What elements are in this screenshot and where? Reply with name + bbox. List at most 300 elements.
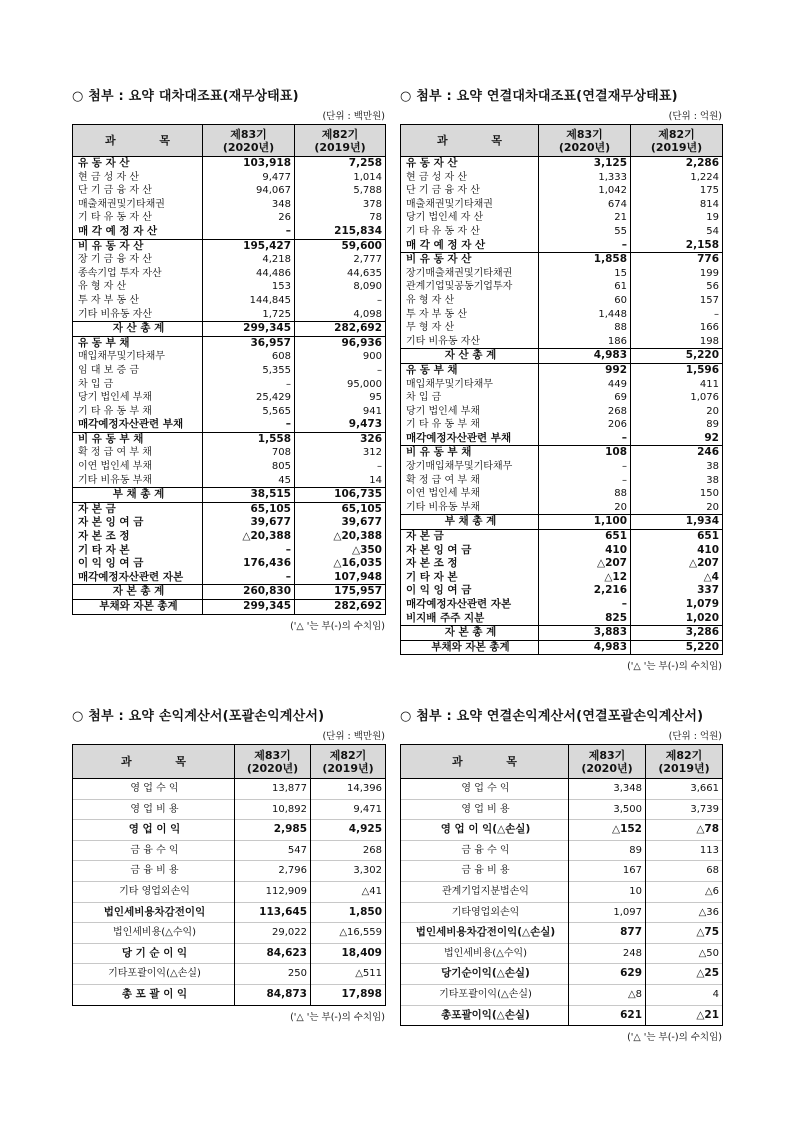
row-label: 금 융 비 용 — [73, 861, 235, 882]
table-row — [401, 198, 723, 212]
value-2019: △21 — [646, 1005, 723, 1026]
value-2020: 248 — [569, 943, 646, 964]
value-2019: 107,948 — [295, 571, 386, 585]
consolidated-balance-sheet-unit: (단위 : 억원) — [668, 111, 722, 122]
value-2019: 89 — [631, 418, 723, 432]
row-label: 기 타 유 동 부 채 — [73, 405, 203, 419]
row-label: 매 각 예 정 자 산 — [401, 239, 539, 253]
row-label: 기타영업외손익 — [401, 902, 569, 923]
value-2020: 250 — [235, 964, 311, 985]
value-2020: 21 — [539, 211, 631, 225]
header-period-82: 제82기 (2019년) — [295, 125, 386, 157]
value-2019: 199 — [631, 267, 723, 281]
value-2019: 1,076 — [631, 391, 723, 405]
table-row — [401, 474, 723, 488]
value-2020: 708 — [203, 446, 295, 460]
value-2019: △20,388 — [295, 530, 386, 544]
row-label: 총포괄이익(△손실) — [401, 1005, 569, 1026]
balance-sheet-table — [72, 124, 386, 615]
row-label: 임 대 보 증 금 — [73, 364, 203, 378]
value-2020: 877 — [569, 923, 646, 944]
value-2019: 113 — [646, 840, 723, 861]
value-2019: △6 — [646, 881, 723, 902]
table-row — [401, 544, 723, 558]
row-label: 차 입 금 — [401, 391, 539, 405]
header-period-83: 제83기 (2020년) — [539, 125, 631, 157]
value-2019: 3,286 — [631, 626, 723, 641]
table-row — [73, 418, 386, 432]
value-2019: – — [295, 460, 386, 474]
table-row — [73, 378, 386, 392]
value-2019: △25 — [646, 964, 723, 985]
income-statement-unit: (단위 : 백만원) — [322, 731, 385, 742]
table-row — [401, 225, 723, 239]
table-row — [73, 820, 386, 841]
table-row — [401, 308, 723, 322]
balance-sheet-unit: (단위 : 백만원) — [322, 111, 385, 122]
value-2020: 36,957 — [203, 336, 295, 350]
value-2019: 95 — [295, 391, 386, 405]
table-row — [73, 322, 386, 337]
row-label: 부 채 총 계 — [401, 515, 539, 530]
row-label: 당기 법인세 부채 — [401, 405, 539, 419]
value-2020: 206 — [539, 418, 631, 432]
table-row — [73, 432, 386, 446]
row-label: 장기매출채권및기타채권 — [401, 267, 539, 281]
value-2020: 38,515 — [203, 488, 295, 503]
row-label: 자 본 잉 여 금 — [401, 544, 539, 558]
value-2019: △78 — [646, 820, 723, 841]
value-2020: 3,500 — [569, 799, 646, 820]
value-2019: △16,559 — [311, 923, 386, 944]
row-label: 기타 영업외손익 — [73, 881, 235, 902]
table-row — [401, 280, 723, 294]
table-row — [401, 267, 723, 281]
table-row — [401, 840, 723, 861]
row-label: 차 입 금 — [73, 378, 203, 392]
table-row — [401, 253, 723, 267]
table-row — [73, 308, 386, 322]
value-2019: 326 — [295, 432, 386, 446]
value-2019: △36 — [646, 902, 723, 923]
table-row — [73, 861, 386, 882]
value-2019: 9,471 — [311, 799, 386, 820]
table-row — [73, 391, 386, 405]
value-2019: 9,473 — [295, 418, 386, 432]
row-label: 매출채권및기타채권 — [73, 198, 203, 212]
value-2020: – — [539, 239, 631, 253]
table-row — [401, 157, 723, 171]
value-2020: 4,983 — [539, 349, 631, 364]
value-2020: 805 — [203, 460, 295, 474]
value-2019: 282,692 — [295, 600, 386, 615]
value-2019: 1,014 — [295, 171, 386, 185]
row-label: 유 동 자 산 — [401, 157, 539, 171]
value-2019: 1,596 — [631, 363, 723, 377]
value-2019: 20 — [631, 405, 723, 419]
table-row — [73, 779, 386, 800]
value-2020: 25,429 — [203, 391, 295, 405]
value-2019: 44,635 — [295, 267, 386, 281]
table-row — [401, 446, 723, 460]
row-label: 금 융 수 익 — [401, 840, 569, 861]
consolidated-balance-sheet-title: ○ 첨부 : 요약 연결대차대조표(연결재무상태표) — [400, 89, 678, 104]
row-label: 당기 법인세 부채 — [73, 391, 203, 405]
table-row — [73, 943, 386, 964]
row-label: 당기 법인세 자 산 — [401, 211, 539, 225]
value-2020: 69 — [539, 391, 631, 405]
value-2019: 941 — [295, 405, 386, 419]
consolidated-income-statement-table — [400, 744, 723, 1026]
table-row — [73, 571, 386, 585]
value-2019: △16,035 — [295, 557, 386, 571]
table-row — [73, 840, 386, 861]
row-label: 유 동 부 채 — [73, 336, 203, 350]
row-label: 이연 법인세 부채 — [73, 460, 203, 474]
value-2020: 29,022 — [235, 923, 311, 944]
consolidated-balance-sheet-table — [400, 124, 723, 655]
row-label: 기타포괄이익(△손실) — [401, 984, 569, 1005]
value-2020: – — [539, 598, 631, 612]
consolidated-balance-sheet-body — [401, 157, 723, 655]
header-period-83: 제83기 (2020년) — [203, 125, 295, 157]
value-2019: 5,788 — [295, 184, 386, 198]
balance-sheet-body — [73, 157, 386, 615]
value-2019: 18,409 — [311, 943, 386, 964]
value-2020: 268 — [539, 405, 631, 419]
value-2020: 55 — [539, 225, 631, 239]
row-label: 금 융 비 용 — [401, 861, 569, 882]
value-2019: 39,677 — [295, 516, 386, 530]
row-label: 매각예정자산관련 자본 — [401, 598, 539, 612]
value-2020: 2,985 — [235, 820, 311, 841]
value-2019: 814 — [631, 198, 723, 212]
value-2019: 3,302 — [311, 861, 386, 882]
value-2019: 1,020 — [631, 612, 723, 626]
value-2020: 5,355 — [203, 364, 295, 378]
table-row — [401, 598, 723, 612]
table-row — [401, 640, 723, 655]
value-2020: 260,830 — [203, 585, 295, 600]
row-label: 유 동 자 산 — [73, 157, 203, 171]
row-label: 장기매입채무및기타채무 — [401, 460, 539, 474]
row-label: 영 업 이 익(△손실) — [401, 820, 569, 841]
value-2019: 7,258 — [295, 157, 386, 171]
value-2020: 3,125 — [539, 157, 631, 171]
row-label: 이 익 잉 여 금 — [401, 584, 539, 598]
value-2020: 674 — [539, 198, 631, 212]
row-label: 단 기 금 융 자 산 — [401, 184, 539, 198]
value-2019: 1,079 — [631, 598, 723, 612]
header-period-82: 제82기 (2019년) — [311, 745, 386, 779]
value-2019: 14 — [295, 474, 386, 488]
value-2019: 2,158 — [631, 239, 723, 253]
table-row — [73, 902, 386, 923]
value-2019: 5,220 — [631, 640, 723, 655]
value-2019: 651 — [631, 530, 723, 544]
row-label: 자 산 총 계 — [401, 349, 539, 364]
row-label: 매 각 예 정 자 산 — [73, 225, 203, 239]
table-row — [73, 474, 386, 488]
value-2019: 1,934 — [631, 515, 723, 530]
table-row — [73, 799, 386, 820]
row-label: 현 금 성 자 산 — [73, 171, 203, 185]
value-2019: 411 — [631, 378, 723, 392]
table-row — [401, 335, 723, 349]
table-row — [401, 378, 723, 392]
value-2020: △8 — [569, 984, 646, 1005]
table-row — [401, 984, 723, 1005]
table-row — [401, 184, 723, 198]
row-label: 기 타 유 동 자 산 — [401, 225, 539, 239]
row-label: 비 유 동 부 채 — [73, 432, 203, 446]
row-label: 무 형 자 산 — [401, 321, 539, 335]
table-row — [401, 820, 723, 841]
table-row — [73, 336, 386, 350]
table-row — [401, 501, 723, 515]
consolidated-income-statement-panel — [400, 708, 722, 1043]
row-label: 매입채무및기타채무 — [73, 350, 203, 364]
table-row — [73, 184, 386, 198]
value-2019: – — [631, 308, 723, 322]
value-2020: 1,097 — [569, 902, 646, 923]
table-row — [401, 779, 723, 800]
row-label: 비 유 동 자 산 — [73, 239, 203, 253]
table-row — [401, 1005, 723, 1026]
row-label: 유 동 부 채 — [401, 363, 539, 377]
value-2019: – — [295, 294, 386, 308]
value-2019: 8,090 — [295, 280, 386, 294]
row-label: 기타 비유동 부채 — [401, 501, 539, 515]
row-label: 기 타 유 동 부 채 — [401, 418, 539, 432]
value-2020: 112,909 — [235, 881, 311, 902]
value-2020: 4,218 — [203, 253, 295, 267]
value-2019: 78 — [295, 211, 386, 225]
table-row — [401, 571, 723, 585]
table-row — [73, 488, 386, 503]
value-2019: △41 — [311, 881, 386, 902]
table-row — [73, 350, 386, 364]
value-2019: 900 — [295, 350, 386, 364]
table-row — [73, 211, 386, 225]
row-label: 투 자 부 동 산 — [401, 308, 539, 322]
row-label: 이 익 잉 여 금 — [73, 557, 203, 571]
table-row — [401, 881, 723, 902]
header-period-83: 제83기 (2020년) — [235, 745, 311, 779]
row-label: 영 업 비 용 — [401, 799, 569, 820]
row-label: 기 타 유 동 자 산 — [73, 211, 203, 225]
value-2019: △207 — [631, 557, 723, 571]
value-2020: – — [203, 378, 295, 392]
value-2019: △75 — [646, 923, 723, 944]
value-2020: 186 — [539, 335, 631, 349]
consolidated-income-statement-body — [401, 779, 723, 1026]
value-2020: 1,725 — [203, 308, 295, 322]
row-label: 자 산 총 계 — [73, 322, 203, 337]
value-2020: – — [203, 544, 295, 558]
row-label: 자 본 금 — [73, 502, 203, 516]
value-2020: 89 — [569, 840, 646, 861]
table-row — [73, 157, 386, 171]
table-row — [401, 861, 723, 882]
row-label: 영 업 이 익 — [73, 820, 235, 841]
value-2019: 175,957 — [295, 585, 386, 600]
value-2020: 3,348 — [569, 779, 646, 800]
value-2019: 59,600 — [295, 239, 386, 253]
consolidated-income-statement-title: ○ 첨부 : 요약 연결손익계산서(연결포괄손익계산서) — [400, 709, 704, 724]
row-label: 부채와 자본 총계 — [401, 640, 539, 655]
row-label: 기 타 자 본 — [401, 571, 539, 585]
value-2019: △4 — [631, 571, 723, 585]
row-label: 기 타 자 본 — [73, 544, 203, 558]
value-2019: 312 — [295, 446, 386, 460]
value-2019: 282,692 — [295, 322, 386, 337]
table-row — [73, 198, 386, 212]
income-statement-body — [73, 779, 386, 1006]
table-row — [73, 923, 386, 944]
table-row — [73, 460, 386, 474]
table-row — [73, 280, 386, 294]
value-2020: – — [203, 418, 295, 432]
value-2019: 54 — [631, 225, 723, 239]
consolidated-balance-sheet-note: ('△ '는 부(-)의 수치임) — [627, 661, 722, 673]
value-2019: 198 — [631, 335, 723, 349]
header-period-82: 제82기 (2019년) — [646, 745, 723, 779]
table-row — [401, 584, 723, 598]
value-2020: 299,345 — [203, 600, 295, 615]
value-2019: 38 — [631, 460, 723, 474]
table-row — [401, 321, 723, 335]
row-label: 자 본 총 계 — [401, 626, 539, 641]
table-row — [401, 405, 723, 419]
table-row — [401, 239, 723, 253]
table-row — [73, 171, 386, 185]
table-row — [73, 446, 386, 460]
table-row — [401, 460, 723, 474]
value-2019: △50 — [646, 943, 723, 964]
table-row — [73, 600, 386, 615]
value-2020: 992 — [539, 363, 631, 377]
value-2019: 268 — [311, 840, 386, 861]
value-2020: △12 — [539, 571, 631, 585]
value-2020: 825 — [539, 612, 631, 626]
value-2020: 547 — [235, 840, 311, 861]
value-2020: 10 — [569, 881, 646, 902]
table-row — [73, 405, 386, 419]
row-label: 자 본 잉 여 금 — [73, 516, 203, 530]
table-row — [73, 881, 386, 902]
value-2019: 65,105 — [295, 502, 386, 516]
value-2020: 608 — [203, 350, 295, 364]
row-label: 당 기 순 이 익 — [73, 943, 235, 964]
value-2020: 651 — [539, 530, 631, 544]
value-2020: 61 — [539, 280, 631, 294]
value-2020: – — [539, 432, 631, 446]
value-2020: 1,858 — [539, 253, 631, 267]
header-period-82: 제82기 (2019년) — [631, 125, 723, 157]
row-label: 투 자 부 동 산 — [73, 294, 203, 308]
value-2020: 195,427 — [203, 239, 295, 253]
row-label: 기타 비유동 자산 — [401, 335, 539, 349]
row-label: 관계기업및공동기업투자 — [401, 280, 539, 294]
value-2019: 56 — [631, 280, 723, 294]
row-label: 비 유 동 자 산 — [401, 253, 539, 267]
value-2019: 106,735 — [295, 488, 386, 503]
table-row — [401, 432, 723, 446]
value-2019: △350 — [295, 544, 386, 558]
table-row — [401, 612, 723, 626]
value-2019: 38 — [631, 474, 723, 488]
value-2020: 9,477 — [203, 171, 295, 185]
balance-sheet-panel — [72, 88, 385, 632]
row-label: 매입채무및기타채무 — [401, 378, 539, 392]
value-2020: 113,645 — [235, 902, 311, 923]
row-label: 자 본 조 정 — [73, 530, 203, 544]
value-2019: 5,220 — [631, 349, 723, 364]
value-2019: 175 — [631, 184, 723, 198]
row-label: 부 채 총 계 — [73, 488, 203, 503]
value-2020: 65,105 — [203, 502, 295, 516]
value-2020: 2,216 — [539, 584, 631, 598]
table-row — [73, 964, 386, 985]
value-2020: 153 — [203, 280, 295, 294]
row-label: 기타 비유동 부채 — [73, 474, 203, 488]
row-label: 단 기 금 융 자 산 — [73, 184, 203, 198]
table-row — [401, 626, 723, 641]
row-label: 기타포괄이익(△손실) — [73, 964, 235, 985]
table-row — [401, 530, 723, 544]
row-label: 매각예정자산관련 자본 — [73, 571, 203, 585]
value-2019: 68 — [646, 861, 723, 882]
header-period-83: 제83기 (2020년) — [569, 745, 646, 779]
table-row — [401, 349, 723, 364]
row-label: 자 본 총 계 — [73, 585, 203, 600]
value-2020: 94,067 — [203, 184, 295, 198]
value-2020: 1,448 — [539, 308, 631, 322]
table-row — [401, 171, 723, 185]
table-row — [73, 516, 386, 530]
value-2020: 20 — [539, 501, 631, 515]
value-2020: 1,100 — [539, 515, 631, 530]
value-2019: 157 — [631, 294, 723, 308]
row-label: 비지배 주주 지분 — [401, 612, 539, 626]
table-row — [401, 418, 723, 432]
value-2020: 45 — [203, 474, 295, 488]
balance-sheet-title: ○ 첨부 : 요약 대차대조표(재무상태표) — [72, 89, 299, 104]
value-2019: 96,936 — [295, 336, 386, 350]
value-2020: △152 — [569, 820, 646, 841]
table-row — [401, 487, 723, 501]
row-label: 법인세비용차감전이익(△손실) — [401, 923, 569, 944]
value-2020: – — [539, 460, 631, 474]
value-2020: 348 — [203, 198, 295, 212]
value-2019: 215,834 — [295, 225, 386, 239]
table-row — [401, 964, 723, 985]
row-label: 법인세비용(△수익) — [401, 943, 569, 964]
value-2019: 410 — [631, 544, 723, 558]
row-label: 영 업 비 용 — [73, 799, 235, 820]
value-2020: 449 — [539, 378, 631, 392]
value-2019: 2,777 — [295, 253, 386, 267]
header-subject: 과 목 — [73, 745, 235, 779]
value-2019: 4,925 — [311, 820, 386, 841]
balance-sheet-note: ('△ '는 부(-)의 수치임) — [290, 620, 385, 632]
table-row — [401, 391, 723, 405]
value-2020: 629 — [569, 964, 646, 985]
table-row — [73, 225, 386, 239]
value-2019: 3,739 — [646, 799, 723, 820]
value-2020: 39,677 — [203, 516, 295, 530]
